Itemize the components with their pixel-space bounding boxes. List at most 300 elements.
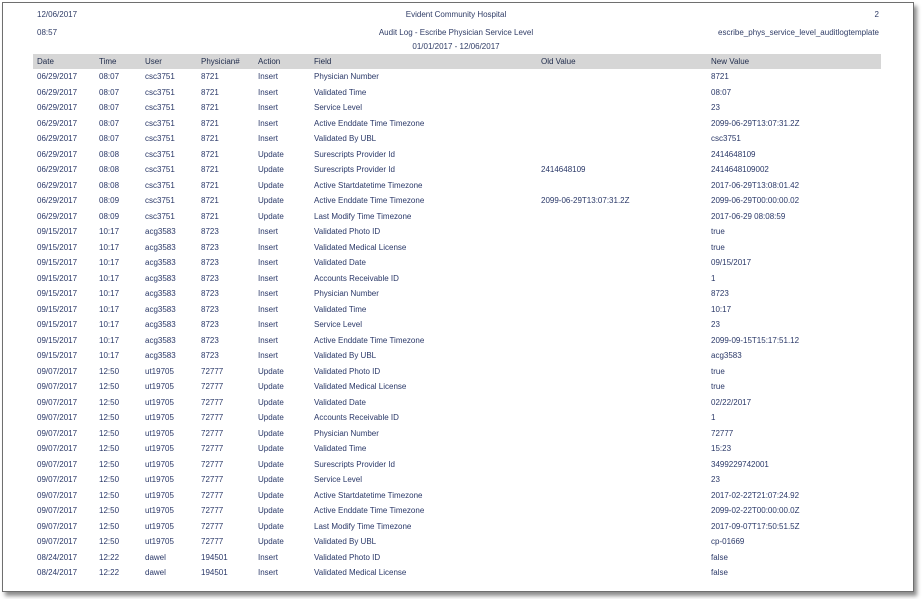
table-row [33, 302, 881, 318]
cell-old-value [537, 100, 707, 116]
table-row [33, 85, 881, 101]
cell-date: 09/07/2017 [37, 413, 78, 423]
table-row [33, 503, 881, 519]
cell-user: acg3583 [145, 242, 176, 252]
cell-action: Insert [258, 227, 279, 237]
cell-new-value: acg3583 [711, 351, 742, 361]
cell-date: 09/07/2017 [37, 444, 78, 454]
cell-field: Surescripts Provider Id [314, 165, 395, 175]
cell-field: Active Enddate Time Timezone [314, 118, 425, 128]
cell-new-value: 23 [711, 475, 720, 485]
cell-old-value [537, 503, 707, 519]
cell-field: Validated Time [314, 87, 367, 97]
cell-new-value: 3499229742001 [711, 459, 769, 469]
cell-old-value [537, 426, 707, 442]
cell-physician: 194501 [201, 568, 228, 578]
cell-action: Update [258, 165, 284, 175]
table-row [33, 534, 881, 550]
cell-physician: 8721 [201, 165, 219, 175]
table-row [33, 565, 881, 581]
cell-user: ut19705 [145, 366, 174, 376]
cell-user: acg3583 [145, 273, 176, 283]
cell-user: csc3751 [145, 87, 175, 97]
cell-new-value: cp-01669 [711, 537, 745, 547]
table-row [33, 488, 881, 504]
cell-action: Update [258, 521, 284, 531]
cell-action: Insert [258, 273, 279, 283]
cell-date: 06/29/2017 [37, 211, 78, 221]
cell-date: 09/07/2017 [37, 397, 78, 407]
cell-user: ut19705 [145, 506, 174, 516]
cell-date: 09/15/2017 [37, 304, 78, 314]
cell-action: Update [258, 459, 284, 469]
cell-date: 09/15/2017 [37, 242, 78, 252]
cell-old-value [537, 348, 707, 364]
cell-date: 09/15/2017 [37, 273, 78, 283]
cell-date: 09/15/2017 [37, 351, 78, 361]
cell-physician: 8721 [201, 149, 219, 159]
cell-date: 08/24/2017 [37, 568, 78, 578]
cell-time: 08:09 [99, 196, 120, 206]
cell-date: 09/07/2017 [37, 366, 78, 376]
cell-field: Physician Number [314, 428, 379, 438]
column-header-action: Action [254, 54, 310, 69]
cell-date: 09/07/2017 [37, 428, 78, 438]
cell-user: acg3583 [145, 320, 176, 330]
cell-old-value [537, 286, 707, 302]
cell-time: 10:17 [99, 273, 120, 283]
cell-physician: 72777 [201, 521, 224, 531]
cell-time: 12:22 [99, 552, 120, 562]
cell-old-value [537, 364, 707, 380]
cell-action: Insert [258, 568, 279, 578]
cell-user: csc3751 [145, 165, 175, 175]
cell-user: ut19705 [145, 475, 174, 485]
cell-new-value: 1 [711, 413, 716, 423]
cell-physician: 72777 [201, 459, 224, 469]
cell-field: Validated By UBL [314, 134, 377, 144]
table-row [33, 271, 881, 287]
cell-physician: 8721 [201, 118, 219, 128]
cell-old-value [537, 317, 707, 333]
cell-new-value: false [711, 568, 728, 578]
cell-old-value [537, 69, 707, 85]
cell-old-value [537, 457, 707, 473]
cell-action: Update [258, 366, 284, 376]
cell-time: 12:50 [99, 366, 120, 376]
table-row [33, 379, 881, 395]
cell-time: 12:50 [99, 413, 120, 423]
cell-date: 06/29/2017 [37, 87, 78, 97]
cell-action: Insert [258, 242, 279, 252]
cell-field: Service Level [314, 103, 363, 113]
cell-date: 09/07/2017 [37, 506, 78, 516]
table-row [33, 193, 881, 209]
cell-action: Update [258, 382, 284, 392]
column-header-date: Date [33, 54, 95, 69]
cell-old-value [537, 178, 707, 194]
cell-physician: 8723 [201, 242, 219, 252]
cell-physician: 72777 [201, 382, 224, 392]
cell-physician: 72777 [201, 413, 224, 423]
cell-user: ut19705 [145, 521, 174, 531]
cell-new-value: 2099-06-29T13:07:31.2Z [711, 118, 800, 128]
cell-time: 10:17 [99, 289, 120, 299]
cell-old-value: 2099-06-29T13:07:31.2Z [541, 196, 630, 206]
cell-time: 08:07 [99, 103, 120, 113]
cell-new-value: 8723 [711, 289, 729, 299]
column-header-physician: Physician# [197, 54, 254, 69]
cell-time: 10:17 [99, 304, 120, 314]
cell-user: ut19705 [145, 428, 174, 438]
cell-user: ut19705 [145, 444, 174, 454]
cell-new-value: 23 [711, 320, 720, 330]
cell-date: 06/29/2017 [37, 134, 78, 144]
cell-new-value: csc3751 [711, 134, 741, 144]
cell-new-value: true [711, 242, 725, 252]
cell-old-value [537, 131, 707, 147]
cell-action: Insert [258, 289, 279, 299]
cell-physician: 8721 [201, 87, 219, 97]
cell-user: dawel [145, 552, 166, 562]
cell-field: Validated Photo ID [314, 227, 381, 237]
cell-field: Service Level [314, 475, 363, 485]
cell-field: Active Enddate Time Timezone [314, 506, 425, 516]
cell-user: ut19705 [145, 537, 174, 547]
table-row [33, 255, 881, 271]
cell-physician: 8721 [201, 211, 219, 221]
cell-time: 12:50 [99, 475, 120, 485]
cell-physician: 8723 [201, 289, 219, 299]
cell-field: Surescripts Provider Id [314, 459, 395, 469]
cell-time: 12:50 [99, 521, 120, 531]
cell-field: Active Enddate Time Timezone [314, 335, 425, 345]
cell-time: 12:50 [99, 444, 120, 454]
cell-old-value [537, 395, 707, 411]
cell-time: 08:09 [99, 211, 120, 221]
cell-user: acg3583 [145, 304, 176, 314]
cell-date: 09/07/2017 [37, 521, 78, 531]
cell-new-value: true [711, 227, 725, 237]
cell-physician: 8721 [201, 196, 219, 206]
cell-user: csc3751 [145, 211, 175, 221]
cell-date: 09/07/2017 [37, 382, 78, 392]
cell-time: 08:08 [99, 165, 120, 175]
cell-field: Validated Time [314, 444, 367, 454]
cell-field: Surescripts Provider Id [314, 149, 395, 159]
cell-new-value: 2017-06-29T13:08:01.42 [711, 180, 800, 190]
cell-user: ut19705 [145, 413, 174, 423]
cell-time: 08:07 [99, 87, 120, 97]
cell-new-value: 08:07 [711, 87, 732, 97]
cell-new-value: true [711, 382, 725, 392]
cell-date: 09/15/2017 [37, 289, 78, 299]
cell-user: dawel [145, 568, 166, 578]
cell-old-value [537, 255, 707, 271]
cell-date: 06/29/2017 [37, 196, 78, 206]
column-header-time: Time [95, 54, 141, 69]
cell-field: Last Modify Time Timezone [314, 211, 412, 221]
cell-field: Validated Medical License [314, 568, 407, 578]
cell-action: Update [258, 149, 284, 159]
cell-field: Last Modify Time Timezone [314, 521, 412, 531]
cell-old-value [537, 472, 707, 488]
cell-action: Update [258, 428, 284, 438]
cell-field: Service Level [314, 320, 363, 330]
table-row [33, 240, 881, 256]
cell-old-value [537, 240, 707, 256]
cell-old-value [537, 519, 707, 535]
cell-date: 09/15/2017 [37, 258, 78, 268]
cell-new-value: true [711, 366, 725, 376]
table-row [33, 364, 881, 380]
table-row [33, 178, 881, 194]
cell-date: 06/29/2017 [37, 180, 78, 190]
cell-user: csc3751 [145, 72, 175, 82]
cell-date: 06/29/2017 [37, 72, 78, 82]
cell-new-value: 2017-02-22T21:07:24.92 [711, 490, 800, 500]
table-row [33, 224, 881, 240]
cell-old-value [537, 116, 707, 132]
cell-user: ut19705 [145, 397, 174, 407]
table-row [33, 395, 881, 411]
cell-field: Physician Number [314, 289, 379, 299]
cell-time: 12:22 [99, 568, 120, 578]
cell-field: Active Enddate Time Timezone [314, 196, 425, 206]
cell-date: 09/07/2017 [37, 459, 78, 469]
report-header [3, 3, 913, 53]
cell-physician: 8721 [201, 180, 219, 190]
cell-time: 12:50 [99, 459, 120, 469]
cell-time: 12:50 [99, 428, 120, 438]
cell-old-value [537, 302, 707, 318]
cell-time: 10:17 [99, 351, 120, 361]
cell-new-value: false [711, 552, 728, 562]
cell-field: Validated By UBL [314, 537, 377, 547]
cell-new-value: 2099-06-29T00:00:00.02 [711, 196, 800, 206]
cell-new-value: 2017-06-29 08:08:59 [711, 211, 786, 221]
cell-user: ut19705 [145, 459, 174, 469]
audit-log-table [33, 54, 881, 581]
cell-time: 08:07 [99, 118, 120, 128]
cell-action: Update [258, 506, 284, 516]
cell-date: 09/15/2017 [37, 227, 78, 237]
cell-date: 06/29/2017 [37, 103, 78, 113]
cell-physician: 8723 [201, 320, 219, 330]
cell-date: 09/15/2017 [37, 320, 78, 330]
cell-user: csc3751 [145, 118, 175, 128]
cell-physician: 72777 [201, 537, 224, 547]
cell-physician: 8723 [201, 273, 219, 283]
table-row [33, 519, 881, 535]
cell-action: Insert [258, 335, 279, 345]
cell-action: Insert [258, 304, 279, 314]
template-name: escribe_phys_service_level_auditlogtemplate [718, 28, 879, 37]
cell-user: acg3583 [145, 289, 176, 299]
cell-physician: 8723 [201, 304, 219, 314]
cell-field: Active Startdatetime Timezone [314, 180, 423, 190]
cell-time: 08:08 [99, 180, 120, 190]
cell-old-value [537, 379, 707, 395]
cell-action: Insert [258, 552, 279, 562]
cell-time: 10:17 [99, 258, 120, 268]
cell-field: Validated Date [314, 397, 366, 407]
cell-old-value: 2414648109 [541, 165, 586, 175]
cell-time: 08:07 [99, 134, 120, 144]
cell-time: 12:50 [99, 506, 120, 516]
column-header-new-value: New Value [707, 54, 881, 69]
cell-field: Validated Medical License [314, 242, 407, 252]
cell-user: acg3583 [145, 227, 176, 237]
report-page [2, 2, 914, 592]
cell-time: 12:50 [99, 490, 120, 500]
cell-user: acg3583 [145, 258, 176, 268]
cell-physician: 72777 [201, 444, 224, 454]
cell-new-value: 2414648109002 [711, 165, 769, 175]
cell-time: 08:07 [99, 72, 120, 82]
print-time: 08:57 [37, 28, 58, 37]
cell-new-value: 2017-09-07T17:50:51.5Z [711, 521, 800, 531]
cell-new-value: 15:23 [711, 444, 732, 454]
cell-date: 08/24/2017 [37, 552, 78, 562]
cell-new-value: 8721 [711, 72, 729, 82]
cell-action: Insert [258, 103, 279, 113]
cell-date: 09/07/2017 [37, 475, 78, 485]
cell-physician: 72777 [201, 490, 224, 500]
cell-date: 09/07/2017 [37, 490, 78, 500]
cell-date: 06/29/2017 [37, 165, 78, 175]
report-title: Audit Log - Escribe Physician Service Level [378, 28, 534, 37]
table-row [33, 441, 881, 457]
cell-physician: 72777 [201, 366, 224, 376]
table-row [33, 348, 881, 364]
column-header-old-value: Old Value [537, 54, 707, 69]
cell-action: Update [258, 211, 284, 221]
cell-action: Insert [258, 72, 279, 82]
cell-new-value: 1 [711, 273, 716, 283]
table-row [33, 410, 881, 426]
table-row [33, 317, 881, 333]
cell-new-value: 2099-02-22T00:00:00.0Z [711, 506, 800, 516]
cell-old-value [537, 224, 707, 240]
cell-date: 09/15/2017 [37, 335, 78, 345]
cell-physician: 194501 [201, 552, 228, 562]
cell-old-value [537, 441, 707, 457]
table-row [33, 550, 881, 566]
cell-field: Validated Photo ID [314, 552, 381, 562]
cell-new-value: 02/22/2017 [711, 397, 752, 407]
cell-field: Validated Medical License [314, 382, 407, 392]
cell-physician: 72777 [201, 475, 224, 485]
cell-physician: 8721 [201, 103, 219, 113]
cell-physician: 72777 [201, 397, 224, 407]
table-row [33, 100, 881, 116]
cell-action: Update [258, 537, 284, 547]
cell-user: csc3751 [145, 149, 175, 159]
cell-old-value [537, 410, 707, 426]
cell-user: csc3751 [145, 103, 175, 113]
hospital-name: Evident Community Hospital [405, 10, 507, 19]
table-row [33, 116, 881, 132]
cell-action: Update [258, 444, 284, 454]
cell-date: 06/29/2017 [37, 118, 78, 128]
cell-user: ut19705 [145, 382, 174, 392]
cell-action: Insert [258, 320, 279, 330]
cell-old-value [537, 550, 707, 566]
report-date-range: 01/01/2017 - 12/06/2017 [412, 42, 500, 51]
table-row [33, 162, 881, 178]
cell-old-value [537, 209, 707, 225]
cell-new-value: 10:17 [711, 304, 732, 314]
cell-time: 12:50 [99, 537, 120, 547]
table-row [33, 131, 881, 147]
cell-old-value [537, 565, 707, 581]
cell-new-value: 23 [711, 103, 720, 113]
cell-field: Physician Number [314, 72, 379, 82]
table-row [33, 286, 881, 302]
cell-action: Update [258, 397, 284, 407]
cell-time: 12:50 [99, 382, 120, 392]
cell-physician: 8721 [201, 72, 219, 82]
cell-action: Update [258, 413, 284, 423]
print-date: 12/06/2017 [37, 10, 78, 19]
cell-user: acg3583 [145, 351, 176, 361]
cell-old-value [537, 488, 707, 504]
cell-action: Update [258, 180, 284, 190]
table-row [33, 69, 881, 85]
cell-field: Validated By UBL [314, 351, 377, 361]
table-row [33, 426, 881, 442]
cell-user: csc3751 [145, 196, 175, 206]
cell-time: 10:17 [99, 227, 120, 237]
table-row [33, 472, 881, 488]
cell-new-value: 2099-09-15T15:17:51.12 [711, 335, 800, 345]
cell-field: Validated Photo ID [314, 366, 381, 376]
cell-action: Update [258, 196, 284, 206]
cell-field: Accounts Receivable ID [314, 273, 399, 283]
table-row [33, 333, 881, 349]
table-row [33, 209, 881, 225]
cell-time: 08:08 [99, 149, 120, 159]
table-row [33, 147, 881, 163]
cell-new-value: 72777 [711, 428, 734, 438]
cell-user: csc3751 [145, 180, 175, 190]
cell-field: Validated Time [314, 304, 367, 314]
cell-old-value [537, 85, 707, 101]
cell-time: 10:17 [99, 242, 120, 252]
cell-physician: 8723 [201, 258, 219, 268]
cell-time: 12:50 [99, 397, 120, 407]
cell-field: Validated Date [314, 258, 366, 268]
cell-action: Insert [258, 134, 279, 144]
cell-physician: 8721 [201, 134, 219, 144]
cell-field: Accounts Receivable ID [314, 413, 399, 423]
cell-old-value [537, 271, 707, 287]
table-body [33, 69, 881, 581]
cell-physician: 72777 [201, 428, 224, 438]
table-row [33, 457, 881, 473]
cell-user: ut19705 [145, 490, 174, 500]
cell-physician: 8723 [201, 351, 219, 361]
cell-action: Insert [258, 87, 279, 97]
cell-old-value [537, 534, 707, 550]
cell-date: 06/29/2017 [37, 149, 78, 159]
cell-physician: 8723 [201, 335, 219, 345]
cell-old-value [537, 333, 707, 349]
cell-user: acg3583 [145, 335, 176, 345]
cell-action: Insert [258, 351, 279, 361]
cell-action: Insert [258, 118, 279, 128]
